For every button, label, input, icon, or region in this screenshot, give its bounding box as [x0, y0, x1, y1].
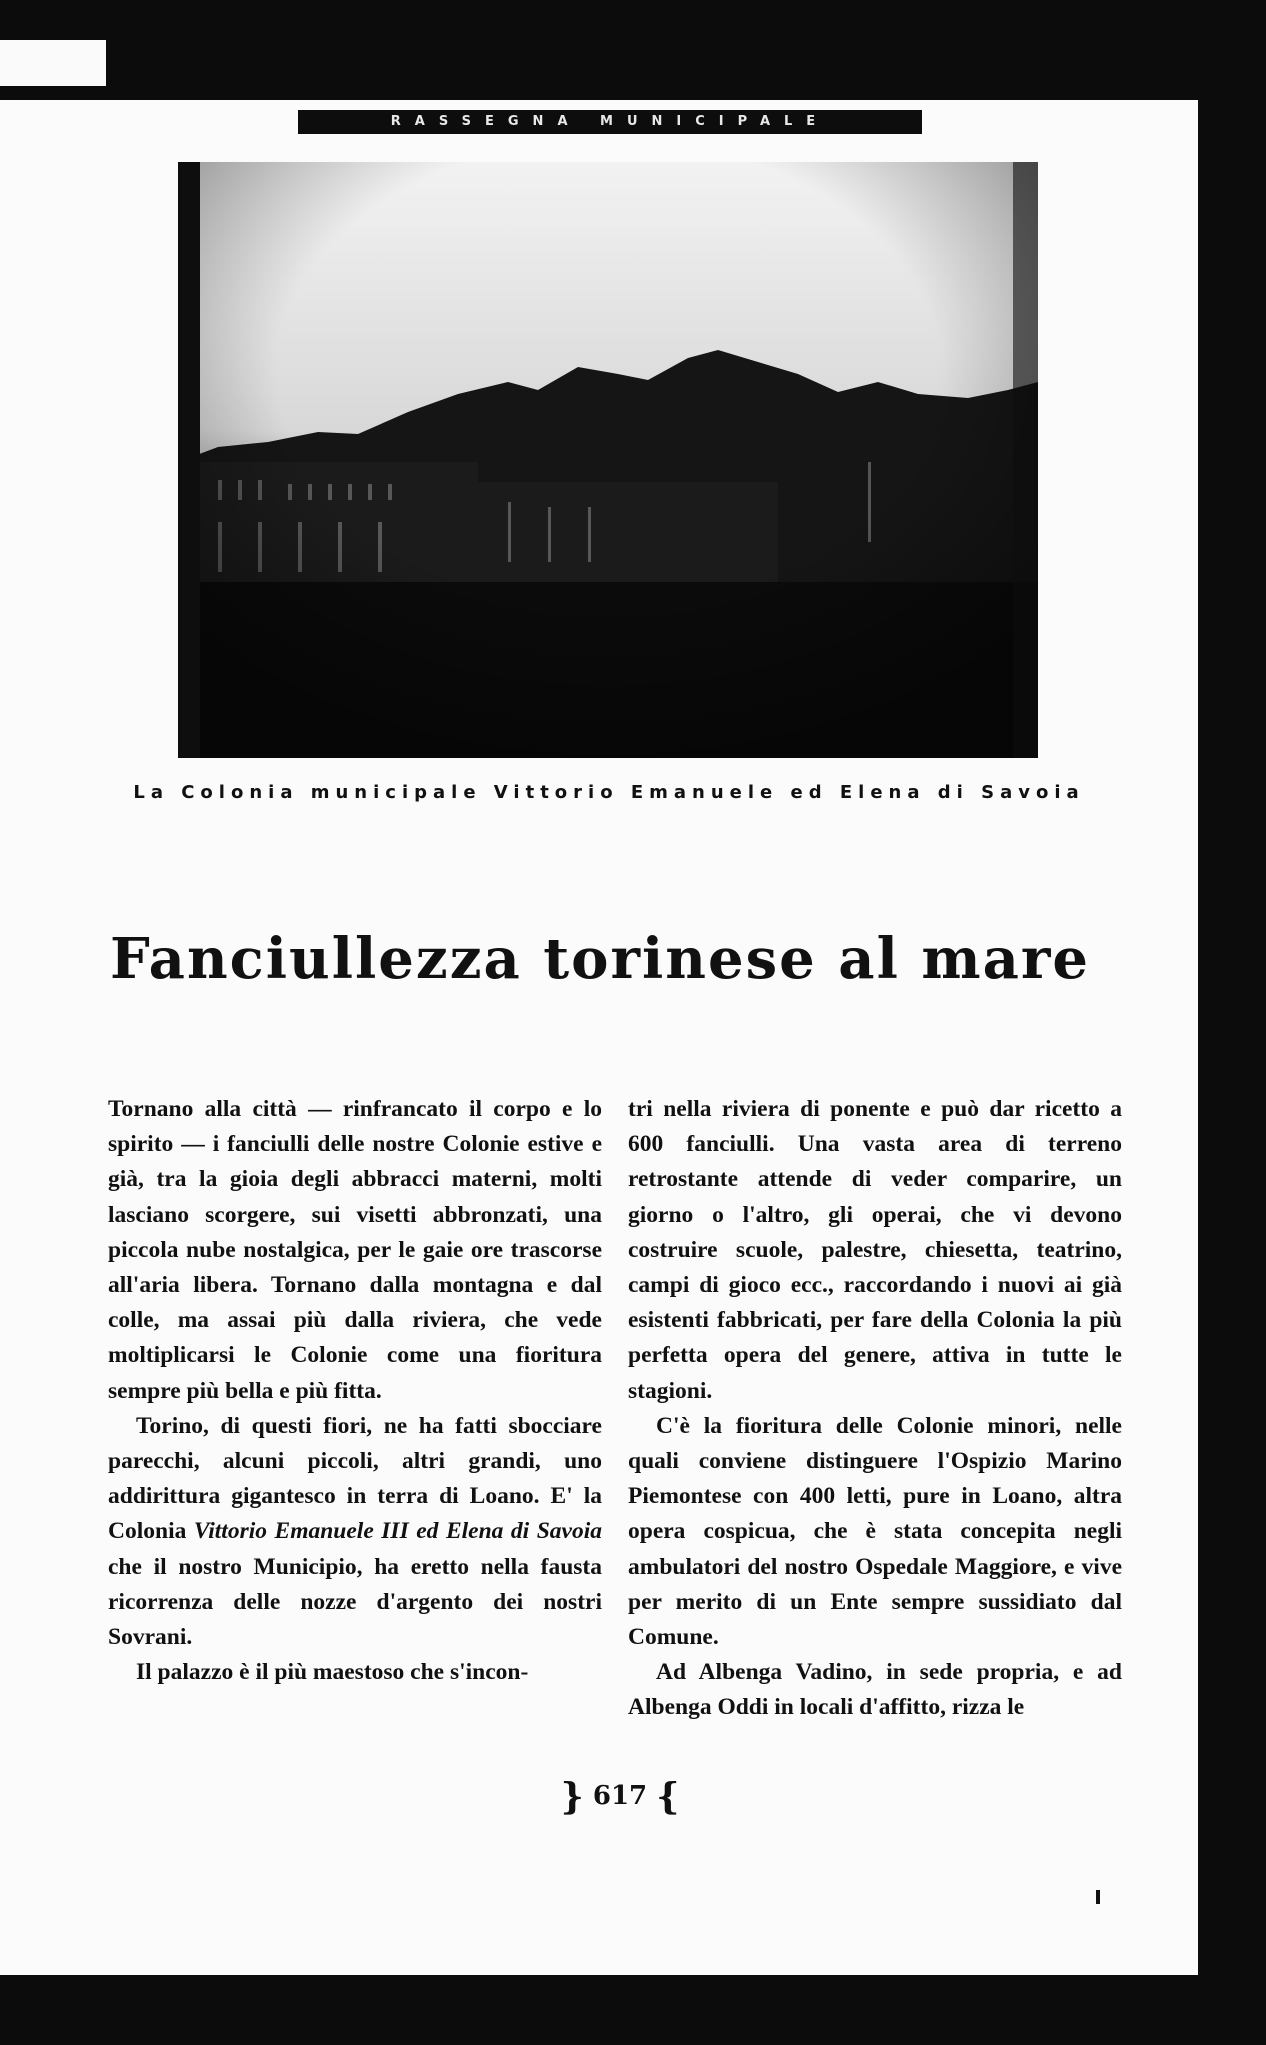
page-number: 617	[592, 1781, 648, 1811]
text-run: Il palazzo è il più maestoso che s'incon-	[136, 1659, 529, 1686]
text-run: Tornano alla città — rinfrancato il corpo e lo spirito — i fanciulli delle nostre Colonie estive e già, tra la gioia degli abbracci materni, molti lasciano scorgere, sui visetti abbronzati, una piccola nube nostalgica, per le gaie ore trascorse all'aria libera. Tornano dalla montagna e dal colle, ma assai più dalla riviera, che vede moltiplicarsi le Colonie come una fioritura sempre più bella e più fitta.	[108, 1096, 602, 1404]
paragraph	[108, 1409, 602, 1655]
ornament-right: {	[656, 1776, 680, 1818]
running-head: RASSEGNA MUNICIPALE	[298, 110, 922, 134]
scan-frame-right	[1198, 0, 1266, 2045]
scan-frame-bottom	[0, 1975, 1266, 2045]
ornament-left: }	[560, 1776, 584, 1818]
page-number-footer	[520, 1776, 720, 1818]
paragraph	[628, 1092, 1122, 1409]
paragraph	[628, 1409, 1122, 1655]
paragraph	[628, 1655, 1122, 1725]
text-run: Ad Albenga Vadino, in sede propria, e ad Albenga Oddi in locali d'affitto, rizza le	[628, 1659, 1122, 1721]
text-column-left	[108, 1092, 602, 1690]
scan-frame-notch	[0, 40, 106, 86]
article-title: Fanciullezza torinese al mare	[109, 926, 1091, 992]
text-run: Torino, di questi fiori, ne ha fatti sbocciare parecchi, alcuni piccoli, altri grandi, uno addirittura gigantesco in terra di Loano. E' la Colonia	[108, 1412, 602, 1545]
stray-mark	[1096, 1890, 1100, 1904]
italic-text: Vittorio Emanuele III ed Elena di Savoia	[193, 1518, 602, 1545]
text-run: tri nella riviera di ponente e può dar ricetto a 600 fanciulli. Una vasta area di terreno retrostante attende di veder comparire, un giorno o l'altro, gli operai, che vi devono costruire scuole, palestre, chiesetta, teatrino, campi di gioco ecc., raccordando i nuovi ai già esistenti fabbricati, per fare della Colonia la più perfetta opera del genere, attiva in tutte le stagioni.	[628, 1096, 1122, 1404]
scan-frame-top	[0, 0, 1266, 100]
photo-caption: La Colonia municipale Vittorio Emanuele ed Elena di Savoia	[133, 782, 1085, 803]
photo-image	[178, 162, 1038, 758]
text-run: C'è la fioritura delle Colonie minori, nelle quali conviene distinguere l'Ospizio Marino Piemontese con 400 letti, pure in Loano, altra opera cospicua, che è stata concepita negli ambulatori del nostro Ospedale Maggiore, e vive per merito di un Ente sempre sussidiato dal Comune.	[628, 1412, 1122, 1651]
text-column-right	[628, 1092, 1122, 1726]
paragraph	[108, 1655, 602, 1690]
text-run: che il nostro Municipio, ha eretto nella fausta ricorrenza delle nozze d'argento dei nostri Sovrani.	[108, 1553, 602, 1651]
colony-photograph	[178, 162, 1038, 758]
paragraph	[108, 1092, 602, 1409]
